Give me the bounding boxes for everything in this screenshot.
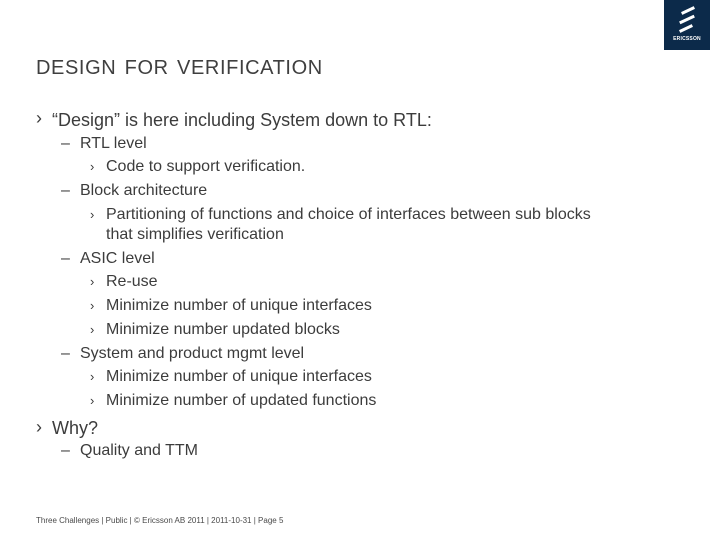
sub-sub-bullet-item: Minimize number updated blocks [106,321,340,338]
dash-marker-icon: – [61,345,70,362]
bullet-marker-icon: › [36,417,42,437]
sub-sub-bullet-item: Code to support verification. [106,158,306,175]
sub-bullet-item: RTL level [80,135,147,152]
sub-bullet-item: Quality and TTM [80,442,198,459]
sub-sub-bullet-item: Minimize number of unique interfaces [106,297,372,314]
chevron-marker-icon: › [90,274,95,289]
sub-sub-bullet-item: Re-use [106,273,158,290]
sub-sub-bullet-item: Minimize number of unique interfaces [106,368,372,385]
dash-marker-icon: – [61,250,70,267]
chevron-marker-icon: › [90,322,95,337]
dash-marker-icon: – [61,135,70,152]
bullet-item: “Design” is here including System down to RTL: [52,110,432,130]
chevron-marker-icon: › [90,207,95,222]
chevron-marker-icon: › [90,369,95,384]
dash-marker-icon: – [61,182,70,199]
bullet-item: Why? [52,418,99,438]
sub-bullet-item: ASIC level [80,250,155,267]
chevron-marker-icon: › [90,159,95,174]
sub-sub-bullet-continuation: that simplifies verification [106,226,284,243]
sub-sub-bullet-item: Minimize number of updated functions [106,392,377,409]
sub-bullet-item: Block architecture [80,182,208,199]
chevron-marker-icon: › [90,393,95,408]
dash-marker-icon: – [61,442,70,459]
chevron-marker-icon: › [90,298,95,313]
page-title: design for verification [36,49,323,80]
bullet-marker-icon: › [36,108,42,128]
logo-wordmark: ERICSSON [673,36,701,42]
sub-bullet-item: System and product mgmt level [80,345,305,362]
sub-sub-bullet-item: Partitioning of functions and choice of interfaces between sub blocks [106,206,591,223]
ericsson-logo [664,0,710,50]
ericsson-logo-icon [676,6,698,34]
footer: Three Challenges | Public | © Ericsson AB 2011 | 2011-10-31 | Page 5 [36,516,284,525]
